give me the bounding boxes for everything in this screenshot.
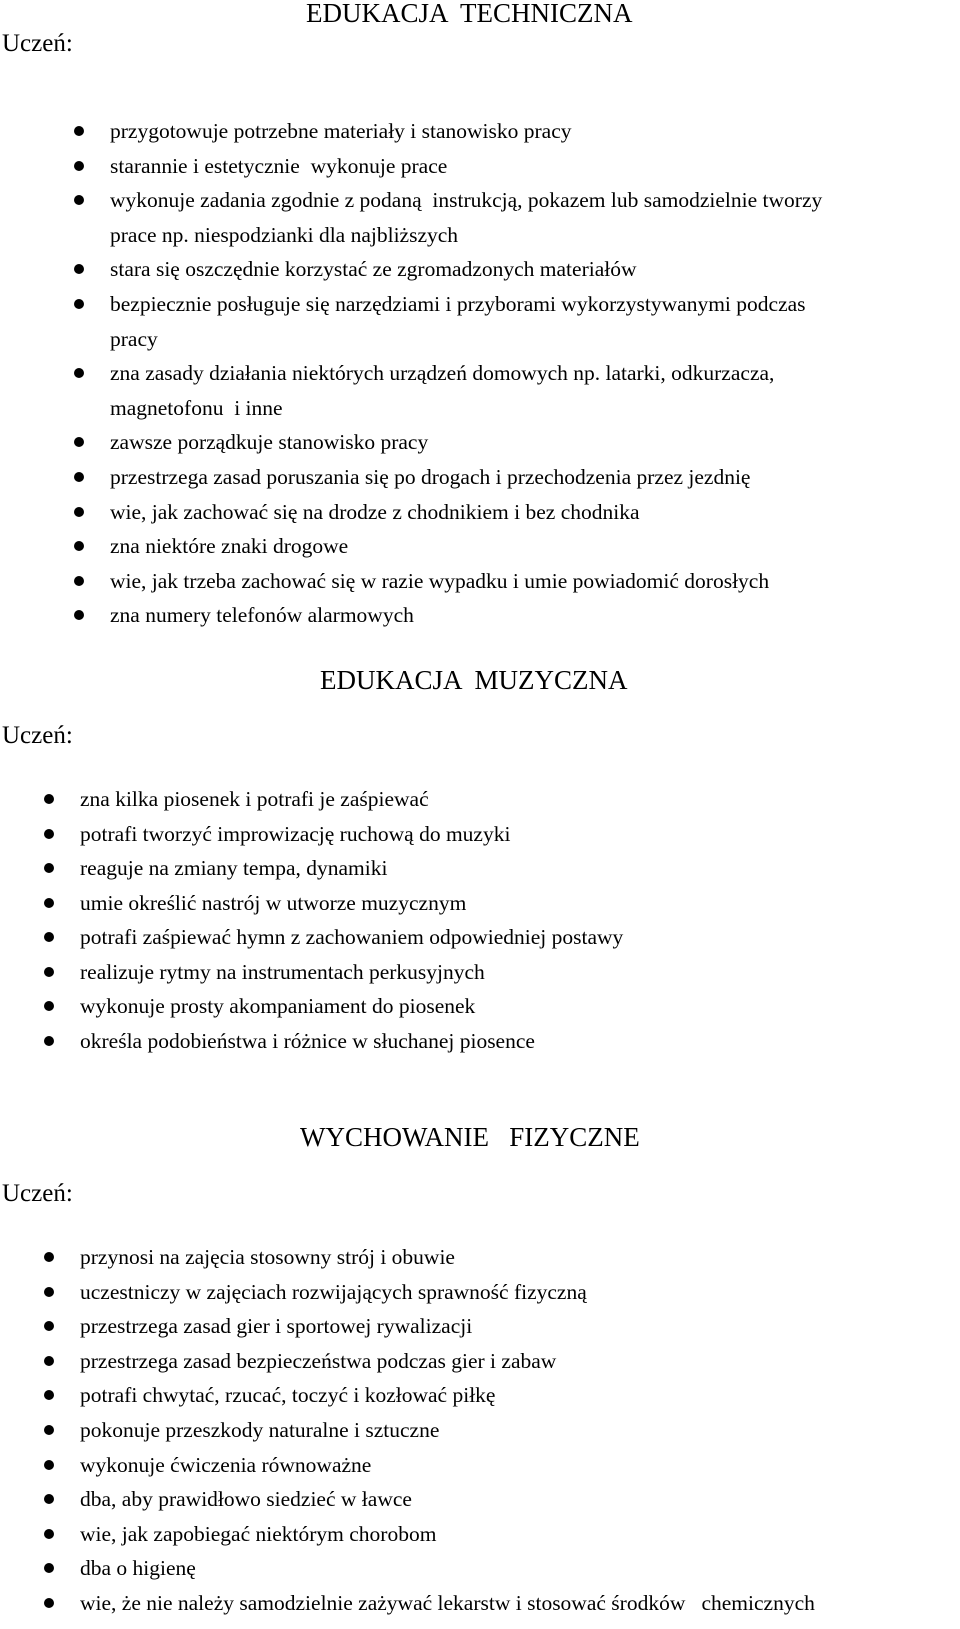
list-item bbox=[110, 564, 960, 599]
bullet-icon bbox=[44, 1563, 54, 1573]
list-item-text: wie, jak zapobiegać niektórym chorobom bbox=[80, 1521, 437, 1546]
list-item bbox=[110, 495, 960, 530]
list-item-text: wie, jak trzeba zachować się w razie wypadku i umie powiadomić dorosłych bbox=[110, 568, 770, 593]
list-item-text: potrafi tworzyć improwizację ruchową do muzyki bbox=[80, 821, 511, 846]
section-heading-music: EDUKACJA MUZYCZNA bbox=[320, 665, 628, 695]
list-item-text: bezpiecznie posługuje się narzędziami i przyborami wykorzystywanymi podczas bbox=[110, 291, 806, 316]
bullet-icon bbox=[74, 507, 84, 517]
bullet-icon bbox=[44, 829, 54, 839]
list-item bbox=[80, 1024, 950, 1059]
list-item bbox=[110, 183, 960, 252]
list-item bbox=[80, 1309, 960, 1344]
student-label: Uczeń: bbox=[2, 722, 73, 749]
list-item bbox=[80, 920, 950, 955]
list-item bbox=[80, 1240, 960, 1275]
list-item-text: umie określić nastrój w utworze muzycznym bbox=[80, 890, 467, 915]
list-item bbox=[80, 1586, 960, 1621]
list-item-text: magnetofonu i inne bbox=[110, 395, 283, 420]
list-item bbox=[110, 114, 960, 149]
list-item bbox=[80, 1482, 960, 1517]
list-item-text: pokonuje przeszkody naturalne i sztuczne bbox=[80, 1417, 440, 1442]
list-item-text: zna numery telefonów alarmowych bbox=[110, 603, 414, 628]
bullet-icon bbox=[44, 1529, 54, 1539]
list-item bbox=[80, 1551, 960, 1586]
bullet-icon bbox=[44, 1252, 54, 1262]
list-item bbox=[80, 1378, 960, 1413]
list-item-text: stara się oszczędnie korzystać ze zgromadzonych materiałów bbox=[110, 257, 637, 282]
bullet-icon bbox=[44, 1036, 54, 1046]
section-heading-physical: WYCHOWANIE FIZYCZNE bbox=[300, 1122, 640, 1152]
list-item bbox=[80, 955, 950, 990]
bullet-icon bbox=[74, 576, 84, 586]
physical-skills-list bbox=[80, 1240, 960, 1621]
bullet-icon bbox=[74, 161, 84, 171]
list-item-text: dba, aby prawidłowo siedzieć w ławce bbox=[80, 1487, 412, 1512]
list-item-text: zna zasady działania niektórych urządzeń domowych np. latarki, odkurzacza, bbox=[110, 361, 775, 386]
list-item bbox=[110, 460, 960, 495]
bullet-icon bbox=[44, 1460, 54, 1470]
bullet-icon bbox=[44, 1287, 54, 1297]
bullet-icon bbox=[74, 195, 84, 205]
list-item bbox=[80, 886, 950, 921]
list-item bbox=[80, 782, 950, 817]
list-item-text: potrafi chwytać, rzucać, toczyć i kozłować piłkę bbox=[80, 1383, 496, 1408]
list-item-text: uczestniczy w zajęciach rozwijających sprawność fizyczną bbox=[80, 1279, 587, 1304]
bullet-icon bbox=[44, 1321, 54, 1331]
list-item bbox=[80, 851, 950, 886]
technical-skills-list bbox=[110, 114, 960, 633]
list-item-text: określa podobieństwa i różnice w słuchanej piosence bbox=[80, 1028, 535, 1053]
list-item-text: wie, jak zachować się na drodze z chodnikiem i bez chodnika bbox=[110, 499, 640, 524]
list-item-text: dba o higienę bbox=[80, 1556, 196, 1581]
list-item-text: przestrzega zasad gier i sportowej rywalizacji bbox=[80, 1314, 473, 1339]
bullet-icon bbox=[74, 368, 84, 378]
bullet-icon bbox=[44, 1425, 54, 1435]
music-skills-list bbox=[80, 782, 950, 1058]
bullet-icon bbox=[44, 1001, 54, 1011]
list-item bbox=[110, 287, 960, 356]
list-item bbox=[80, 817, 950, 852]
list-item-text: przestrzega zasad poruszania się po drogach i przechodzenia przez jezdnię bbox=[110, 464, 751, 489]
bullet-icon bbox=[44, 967, 54, 977]
list-item bbox=[80, 1275, 960, 1310]
bullet-icon bbox=[74, 126, 84, 136]
list-item-text: wykonuje prosty akompaniament do piosenek bbox=[80, 994, 476, 1018]
list-item-text: przynosi na zajęcia stosowny strój i obuwie bbox=[80, 1245, 455, 1269]
list-item-text: przestrzega zasad bezpieczeństwa podczas gier i zabaw bbox=[80, 1348, 557, 1373]
bullet-icon bbox=[74, 472, 84, 482]
list-item-text: reaguje na zmiany tempa, dynamiki bbox=[80, 856, 388, 880]
bullet-icon bbox=[74, 541, 84, 551]
bullet-icon bbox=[44, 794, 54, 804]
bullet-icon bbox=[44, 932, 54, 942]
bullet-icon bbox=[74, 437, 84, 447]
list-item-text: realizuje rytmy na instrumentach perkusyjnych bbox=[80, 959, 485, 984]
list-item bbox=[110, 598, 960, 633]
student-label: Uczeń: bbox=[2, 30, 73, 57]
bullet-icon bbox=[44, 863, 54, 873]
list-item-text: wykonuje ćwiczenia równoważne bbox=[80, 1452, 372, 1477]
list-item bbox=[80, 1344, 960, 1379]
list-item-text: zawsze porządkuje stanowisko pracy bbox=[110, 430, 429, 455]
list-item-text: przygotowuje potrzebne materiały i stanowisko pracy bbox=[110, 119, 572, 143]
list-item-text: pracy bbox=[110, 326, 158, 351]
bullet-icon bbox=[74, 264, 84, 274]
list-item-text: potrafi zaśpiewać hymn z zachowaniem odpowiedniej postawy bbox=[80, 925, 624, 949]
student-label: Uczeń: bbox=[2, 1180, 73, 1207]
list-item bbox=[110, 529, 960, 564]
list-item-text: prace np. niespodzianki dla najbliższych bbox=[110, 222, 459, 247]
bullet-icon bbox=[74, 299, 84, 309]
bullet-icon bbox=[44, 1390, 54, 1400]
list-item bbox=[110, 425, 960, 460]
list-item bbox=[80, 1517, 960, 1552]
bullet-icon bbox=[44, 1494, 54, 1504]
bullet-icon bbox=[44, 1356, 54, 1366]
list-item bbox=[80, 1413, 960, 1448]
list-item bbox=[80, 989, 950, 1024]
list-item-text: wykonuje zadania zgodnie z podaną instrukcją, pokazem lub samodzielnie tworzy bbox=[110, 188, 823, 213]
list-item-text: zna kilka piosenek i potrafi je zaśpiewać bbox=[80, 787, 429, 811]
list-item bbox=[110, 149, 960, 184]
list-item bbox=[80, 1448, 960, 1483]
bullet-icon bbox=[74, 610, 84, 620]
list-item bbox=[110, 356, 960, 425]
list-item-text: starannie i estetycznie wykonuje prace bbox=[110, 153, 448, 178]
bullet-icon bbox=[44, 1598, 54, 1608]
list-item-text: wie, że nie należy samodzielnie zażywać lekarstw i stosować środków chemicznych bbox=[80, 1590, 815, 1615]
list-item bbox=[110, 252, 960, 287]
list-item-text: zna niektóre znaki drogowe bbox=[110, 534, 349, 559]
section-heading-technical: EDUKACJA TECHNICZNA bbox=[306, 0, 633, 28]
bullet-icon bbox=[44, 898, 54, 908]
